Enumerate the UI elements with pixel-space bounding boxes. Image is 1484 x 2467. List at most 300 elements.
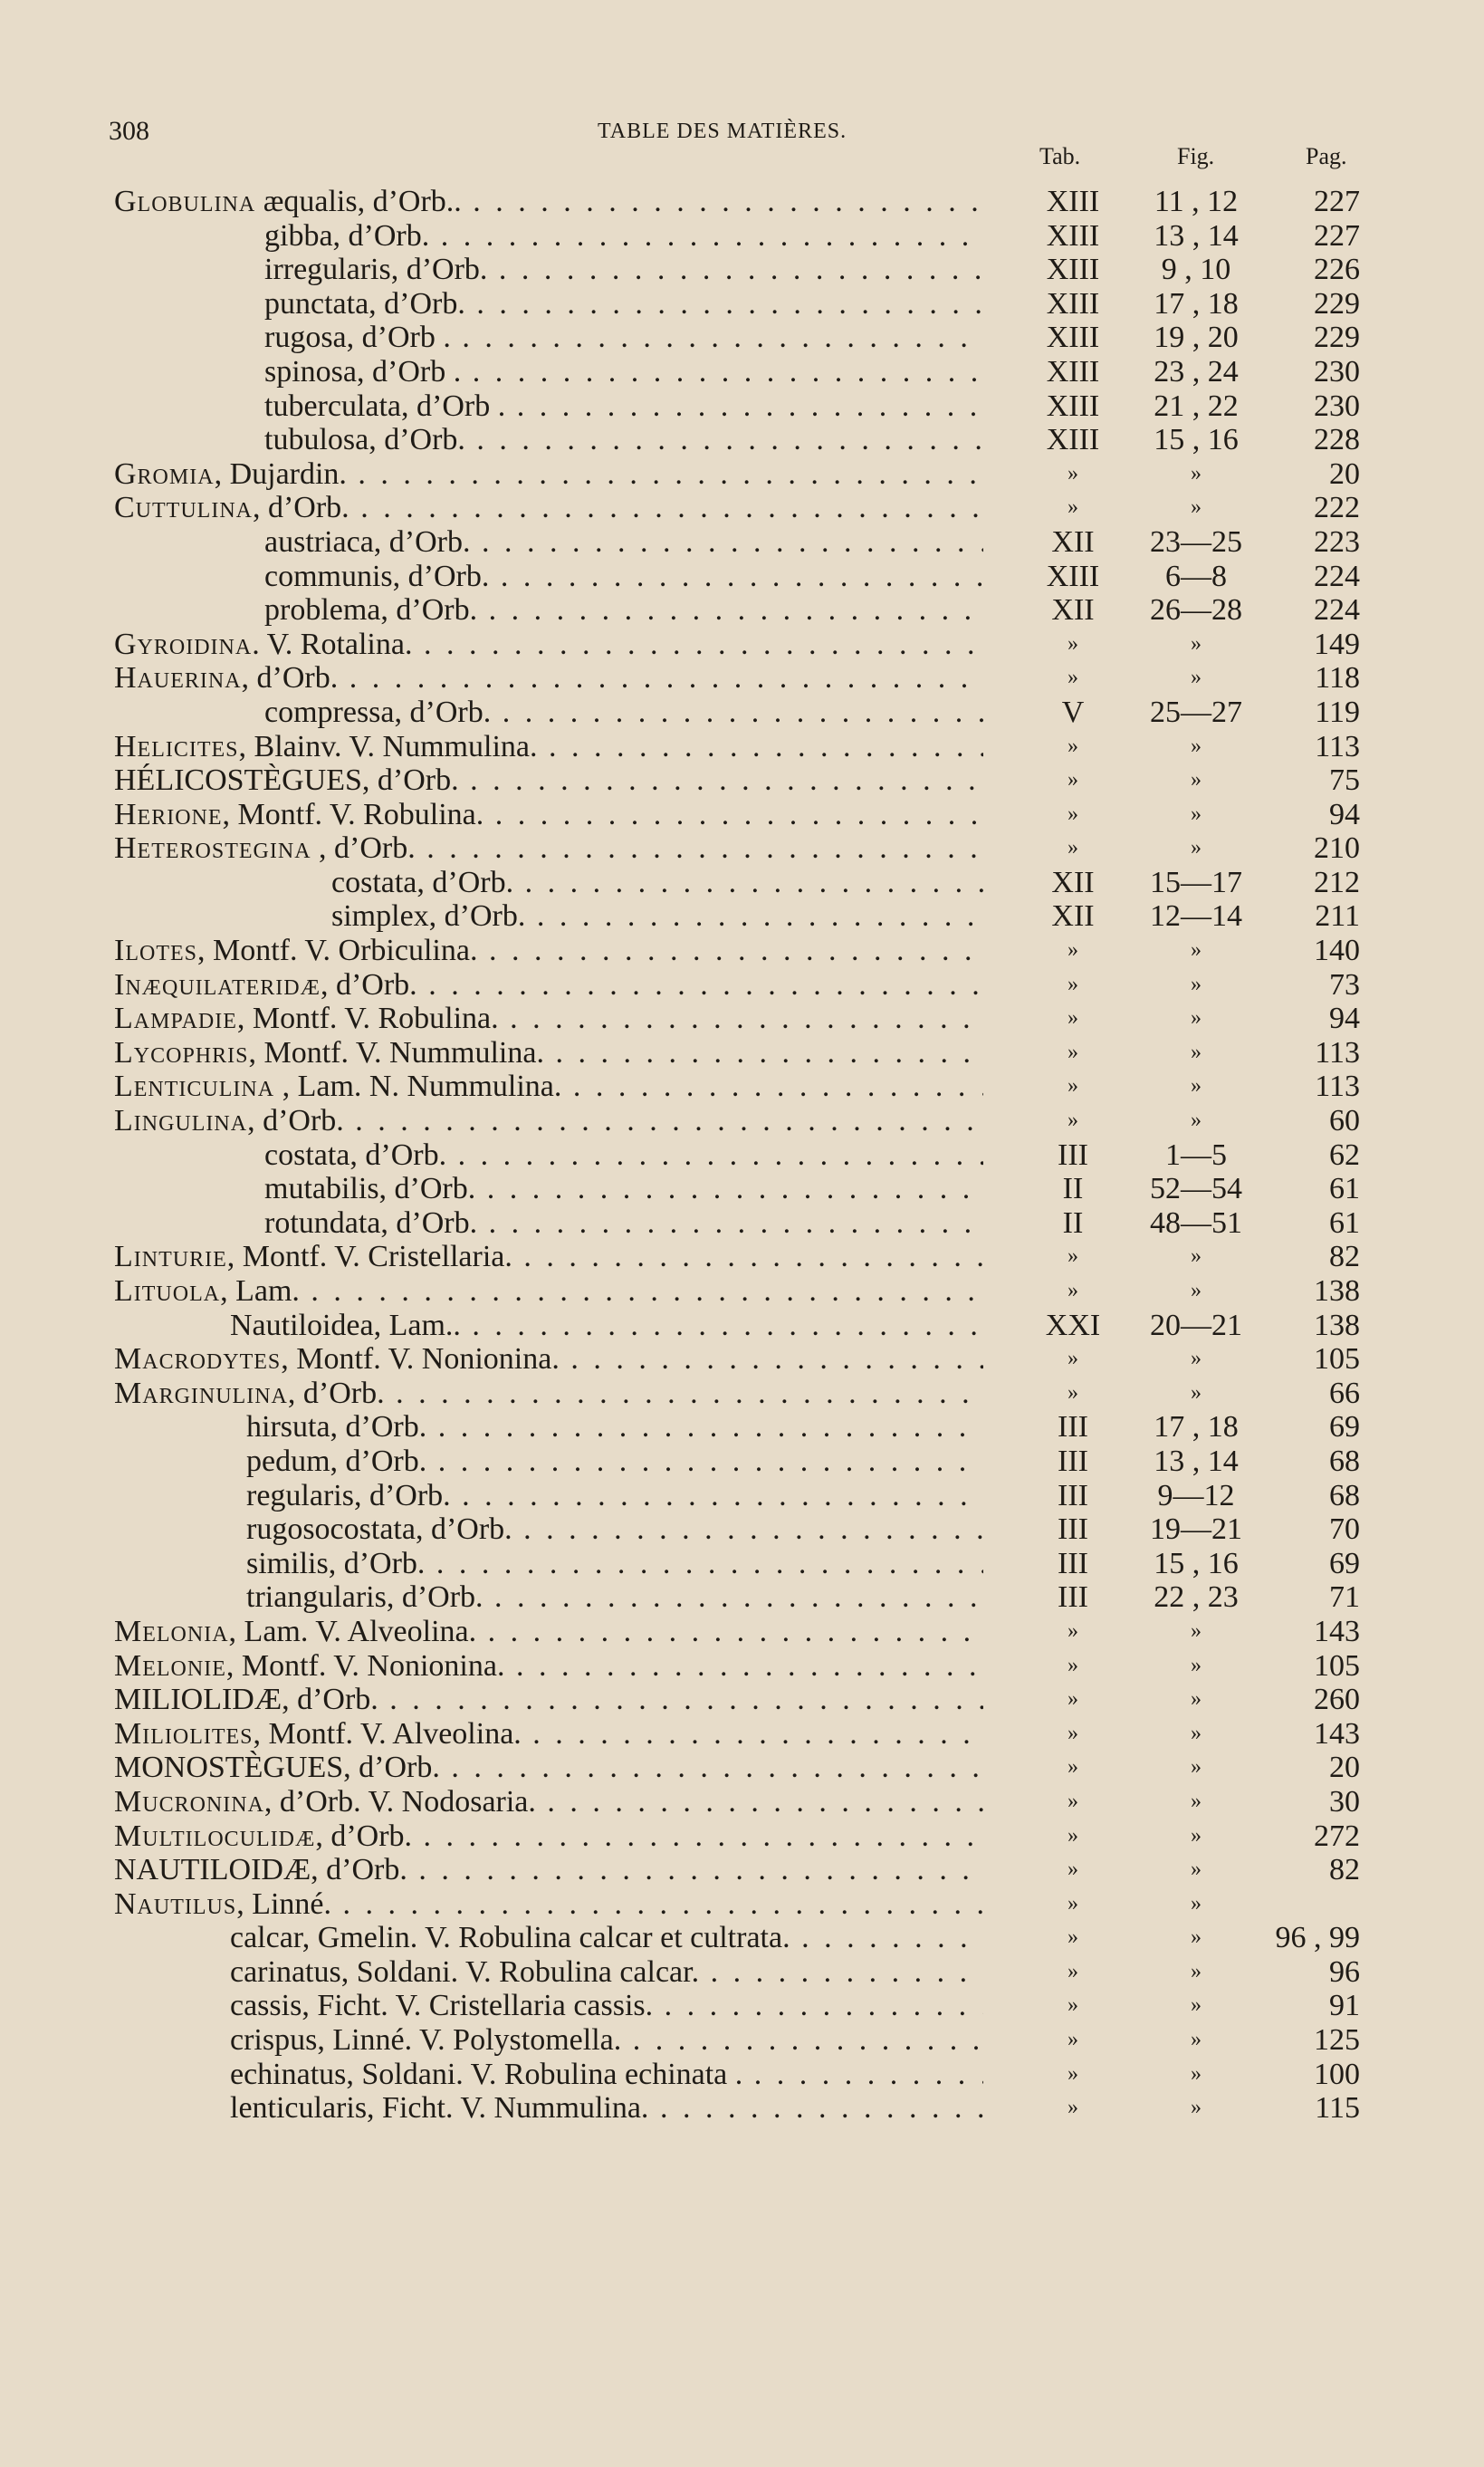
index-row <box>0 730 1484 764</box>
page-reference: 115 <box>1315 2091 1360 2126</box>
entry-label <box>114 1649 983 1684</box>
figure-numbers: 26—28 <box>1150 593 1242 628</box>
entry-label <box>114 1240 983 1274</box>
entry-label <box>246 1445 983 1479</box>
entry-label <box>264 593 983 628</box>
index-row <box>0 1683 1484 1717</box>
plate-number: » <box>1068 938 1078 963</box>
plate-number: III <box>1058 1546 1088 1580</box>
entry-text: costata, d’Orb. <box>264 1138 447 1172</box>
entry-text: austriaca, d’Orb. <box>264 524 471 559</box>
entry-label <box>114 1819 983 1854</box>
entry-label <box>114 763 983 798</box>
page-reference: 227 <box>1314 218 1360 253</box>
figure-numbers: 11 , 12 <box>1154 185 1239 218</box>
figure-numbers: 17 , 18 <box>1154 1410 1239 1445</box>
page-reference: 223 <box>1314 524 1360 559</box>
entry-text: æqualis, d’Orb.. <box>255 185 462 218</box>
page-reference: 149 <box>1314 627 1360 661</box>
plate-number: » <box>1068 1279 1078 1302</box>
entry-text: simplex, d’Orb. <box>331 899 526 934</box>
entry-text: punctata, d’Orb. <box>264 286 465 321</box>
entry-label <box>114 798 983 832</box>
plate-number: XIII <box>1046 286 1100 321</box>
page-reference: 94 <box>1329 797 1360 831</box>
plate-number: III <box>1058 1410 1088 1445</box>
entry-label <box>114 185 983 219</box>
page-reference: 94 <box>1329 1002 1360 1036</box>
entry-text: , d’Orb. <box>252 491 349 525</box>
index-row <box>0 1206 1484 1241</box>
index-row <box>0 593 1484 628</box>
page-reference: 91 <box>1329 1989 1360 2023</box>
page-reference: 211 <box>1315 899 1360 934</box>
entry-text: crispus, Linné. V. Polystomella. <box>230 2023 622 2058</box>
entry-text: lenticularis, Ficht. V. Nummulina. <box>230 2091 649 2126</box>
genus-name: Lampadie <box>114 1002 237 1036</box>
genus-name: Nautilus <box>114 1886 237 1921</box>
figure-numbers: » <box>1191 768 1202 792</box>
plate-number: » <box>1068 1380 1078 1405</box>
plate-number: » <box>1068 495 1078 520</box>
plate-number: » <box>1068 1687 1078 1712</box>
page-reference: 69 <box>1329 1546 1360 1580</box>
plate-number: » <box>1068 836 1078 860</box>
figure-numbers: 52—54 <box>1150 1172 1242 1206</box>
figure-numbers: » <box>1191 1789 1202 1813</box>
entry-label <box>230 1989 983 2023</box>
entry-label <box>114 968 983 1003</box>
index-row <box>0 560 1484 594</box>
genus-name: Lingulina <box>114 1104 248 1138</box>
entry-label <box>114 1853 983 1887</box>
entry-text: mutabilis, d’Orb. <box>264 1172 476 1206</box>
plate-number: » <box>1068 1755 1078 1780</box>
page-reference: 226 <box>1314 253 1360 287</box>
page-reference: 100 <box>1314 2057 1360 2091</box>
figure-numbers: » <box>1191 2061 1202 2086</box>
index-row <box>0 763 1484 798</box>
plate-number: » <box>1068 802 1078 826</box>
entry-label <box>114 457 983 492</box>
index-row <box>0 696 1484 730</box>
page-reference: 68 <box>1329 1478 1360 1512</box>
plate-number: » <box>1068 1823 1078 1848</box>
index-row <box>0 2023 1484 2058</box>
page-reference: 69 <box>1329 1410 1360 1445</box>
index-row <box>0 1785 1484 1819</box>
entry-label <box>264 1206 983 1241</box>
figure-numbers: 25—27 <box>1150 695 1242 729</box>
genus-name: Macrodytes <box>114 1342 282 1377</box>
figure-numbers: 6—8 <box>1165 559 1227 593</box>
entry-text: , Linné. <box>236 1886 332 1921</box>
figure-numbers: » <box>1191 1993 1202 2018</box>
page-reference: 73 <box>1329 967 1360 1002</box>
entry-label <box>264 1172 983 1206</box>
index-row <box>0 2091 1484 2126</box>
entry-text: , Montf. V. Nummulina. <box>248 1035 544 1070</box>
page-reference: 119 <box>1315 695 1360 729</box>
entry-label <box>264 253 983 287</box>
plate-number: » <box>1068 461 1078 485</box>
entry-label <box>264 560 983 594</box>
plate-number: » <box>1068 1618 1078 1643</box>
entry-label <box>230 1309 983 1343</box>
plate-number: XIII <box>1046 559 1100 593</box>
plate-number: » <box>1068 666 1078 690</box>
column-header-tab: Tab. <box>1039 143 1081 169</box>
entry-label <box>230 2058 983 2092</box>
plate-number: » <box>1068 1789 1078 1813</box>
figure-numbers: » <box>1191 666 1202 690</box>
entry-text: costata, d’Orb. <box>331 865 514 899</box>
figure-numbers: 23—25 <box>1150 524 1242 559</box>
figure-numbers: » <box>1191 631 1202 656</box>
entry-text: , d’Orb. <box>287 1376 385 1410</box>
plate-number: III <box>1058 1444 1088 1478</box>
index-row <box>0 934 1484 968</box>
entry-label <box>246 1580 983 1615</box>
page-reference: 212 <box>1314 865 1360 899</box>
page-reference: 96 <box>1329 1954 1360 1989</box>
index-row <box>0 355 1484 389</box>
entry-label <box>264 321 983 355</box>
entry-text: similis, d’Orb. <box>246 1546 426 1580</box>
entry-label <box>246 1512 983 1547</box>
entry-text: calcar, Gmelin. V. Robulina calcar et cultrata. <box>230 1921 790 1955</box>
entry-text: , d’Orb. <box>247 1104 344 1138</box>
index-row <box>0 866 1484 900</box>
genus-name: Melonia <box>114 1614 229 1648</box>
index-row <box>0 1580 1484 1615</box>
page-reference: 222 <box>1314 491 1360 525</box>
plate-number: » <box>1068 1959 1078 1983</box>
page-reference: 20 <box>1329 1751 1360 1785</box>
page-reference: 138 <box>1314 1274 1360 1308</box>
entry-text: problema, d’Orb. <box>264 593 478 628</box>
genus-name: Ilotes <box>114 934 197 968</box>
entry-text: cassis, Ficht. V. Cristellaria cassis. <box>230 1989 654 2023</box>
index-row <box>0 1104 1484 1138</box>
entry-text: , d’Orb. <box>320 967 417 1002</box>
entry-label <box>114 730 983 764</box>
running-title: TABLE DES MATIÈRES. <box>598 120 847 143</box>
entry-text: , d’Orb. <box>315 1819 413 1853</box>
index-row <box>0 1240 1484 1274</box>
entry-text: gibba, d’Orb. <box>264 218 430 253</box>
entry-label <box>114 1751 983 1785</box>
page-reference: 210 <box>1314 831 1360 866</box>
entry-label <box>246 1479 983 1513</box>
index-row <box>0 1479 1484 1513</box>
genus-name: Multiloculidæ <box>114 1819 316 1853</box>
index-row <box>0 1649 1484 1684</box>
entry-label <box>114 1887 983 1922</box>
index-row <box>0 628 1484 662</box>
plate-number: XIII <box>1046 185 1100 218</box>
page-reference: 224 <box>1314 559 1360 593</box>
index-row <box>0 1342 1484 1377</box>
plate-number: » <box>1068 1993 1078 2018</box>
page-reference: 20 <box>1329 456 1360 491</box>
entry-label <box>114 1104 983 1138</box>
figure-numbers: 9 , 10 <box>1161 253 1231 287</box>
index-row <box>0 423 1484 457</box>
figure-numbers: » <box>1191 1074 1202 1099</box>
index-row <box>0 1377 1484 1411</box>
plate-number: III <box>1058 1138 1088 1172</box>
page-reference: 113 <box>1315 1035 1360 1070</box>
index-row <box>0 389 1484 424</box>
entry-text: MONOSTÈGUES, d’Orb. <box>114 1751 440 1785</box>
figure-numbers: » <box>1191 1380 1202 1405</box>
entry-text: , Montf. V. Orbiculina. <box>196 934 478 968</box>
page-reference: 96 , 99 <box>1275 1921 1360 1955</box>
page-reference: 227 <box>1314 185 1360 218</box>
index-row <box>0 1309 1484 1343</box>
figure-numbers: » <box>1191 2096 1202 2120</box>
column-header-fig: Fig. <box>1177 143 1215 169</box>
page-reference: 75 <box>1329 763 1360 798</box>
entry-text: , Montf. V. Cristellaria. <box>226 1240 512 1274</box>
index-row <box>0 1615 1484 1649</box>
plate-number: » <box>1068 972 1078 996</box>
page-reference: 138 <box>1314 1308 1360 1342</box>
entry-text: spinosa, d’Orb . <box>264 354 462 389</box>
page-reference: 30 <box>1329 1784 1360 1819</box>
plate-number: XIII <box>1046 321 1100 355</box>
index-row <box>0 1853 1484 1887</box>
plate-number: » <box>1068 1891 1078 1915</box>
figure-numbers: » <box>1191 1823 1202 1848</box>
entry-label <box>114 1377 983 1411</box>
index-row <box>0 1921 1484 1955</box>
page-reference: 60 <box>1329 1104 1360 1138</box>
entry-label <box>264 389 983 424</box>
entry-text: pedum, d’Orb. <box>246 1444 427 1478</box>
figure-numbers: » <box>1191 1721 1202 1745</box>
plate-number: » <box>1068 1925 1078 1950</box>
plate-number: » <box>1068 631 1078 656</box>
entry-label <box>264 219 983 254</box>
entry-label <box>114 1785 983 1819</box>
entry-label <box>114 628 983 662</box>
index-row <box>0 1887 1484 1922</box>
entry-text: compressa, d’Orb. <box>264 695 492 729</box>
page-reference: 113 <box>1315 1070 1360 1104</box>
entry-label <box>114 831 983 866</box>
entry-text: Nautiloidea, Lam.. <box>230 1308 461 1342</box>
plate-number: » <box>1068 768 1078 792</box>
page-reference: 70 <box>1329 1512 1360 1547</box>
page-reference: 61 <box>1329 1205 1360 1240</box>
entry-text: , Montf. V. Robulina. <box>236 1002 499 1036</box>
entry-label <box>114 661 983 696</box>
index-row <box>0 185 1484 219</box>
plate-number: » <box>1068 2061 1078 2086</box>
index-row <box>0 2058 1484 2092</box>
entry-text: MILIOLIDÆ, d’Orb. <box>114 1683 378 1717</box>
entry-label <box>230 2091 983 2126</box>
entry-text: communis, d’Orb. <box>264 559 490 593</box>
plate-number: II <box>1062 1172 1084 1206</box>
figure-numbers: 1—5 <box>1165 1138 1227 1172</box>
entry-label <box>264 355 983 389</box>
index-row <box>0 899 1484 934</box>
index-row <box>0 1989 1484 2023</box>
index-row <box>0 1751 1484 1785</box>
genus-name: Globulina <box>114 185 256 218</box>
page-reference: 82 <box>1329 1240 1360 1274</box>
column-headers <box>0 143 1484 176</box>
figure-numbers: » <box>1191 1925 1202 1950</box>
genus-name: Miliolites <box>114 1716 254 1751</box>
figure-numbers: 21 , 22 <box>1154 389 1239 423</box>
figure-numbers: » <box>1191 1347 1202 1371</box>
plate-number: XIII <box>1046 253 1100 287</box>
entry-text: , Lam. N. Nummulina. <box>274 1070 562 1104</box>
page-reference: 272 <box>1314 1819 1360 1853</box>
entry-text: irregularis, d’Orb. <box>264 253 488 287</box>
genus-name: Linturie <box>114 1240 227 1274</box>
entry-label <box>264 1138 983 1173</box>
entry-text: , d’Orb. V. Nodosaria. <box>263 1784 536 1819</box>
entry-label <box>114 1717 983 1752</box>
plate-number: » <box>1068 1040 1078 1064</box>
entry-text: , Montf. V. Nonionina. <box>225 1648 505 1683</box>
entry-label <box>114 491 983 525</box>
figure-numbers: » <box>1191 1959 1202 1983</box>
entry-label <box>114 1342 983 1377</box>
entry-label <box>114 1274 983 1309</box>
figure-numbers: 13 , 14 <box>1154 218 1239 253</box>
index-row <box>0 321 1484 355</box>
figure-numbers: 15 , 16 <box>1154 1546 1239 1580</box>
entry-label <box>230 1955 983 1990</box>
plate-number: » <box>1068 1721 1078 1745</box>
genus-name: Melonie <box>114 1648 226 1683</box>
figure-numbers: » <box>1191 1279 1202 1302</box>
entry-label <box>264 696 983 730</box>
index-row <box>0 1445 1484 1479</box>
entry-label <box>114 934 983 968</box>
plate-number: III <box>1058 1580 1088 1615</box>
entry-text: , d’Orb. <box>241 661 339 696</box>
plate-number: XII <box>1051 899 1095 934</box>
plate-number: » <box>1068 1653 1078 1677</box>
figure-numbers: 17 , 18 <box>1154 286 1239 321</box>
entry-text: rugosocostata, d’Orb. <box>246 1512 512 1547</box>
index-row <box>0 1036 1484 1070</box>
figure-numbers: » <box>1191 972 1202 996</box>
entry-label <box>264 423 983 457</box>
entry-text: tubulosa, d’Orb. <box>264 423 465 457</box>
page-reference: 143 <box>1314 1614 1360 1648</box>
plate-number: XIII <box>1046 354 1100 389</box>
genus-name: Mucronina <box>114 1784 264 1819</box>
index-row <box>0 219 1484 254</box>
page-reference: 140 <box>1314 934 1360 968</box>
page-reference: 143 <box>1314 1716 1360 1751</box>
plate-number: II <box>1062 1205 1084 1240</box>
genus-name: Gromia <box>114 456 215 491</box>
entry-label <box>114 1615 983 1649</box>
page-reference: 68 <box>1329 1444 1360 1478</box>
plate-number: XXI <box>1045 1308 1101 1342</box>
plate-number: » <box>1068 1074 1078 1099</box>
figure-numbers: 19—21 <box>1150 1512 1242 1547</box>
figure-numbers: » <box>1191 2028 1202 2052</box>
plate-number: III <box>1058 1478 1088 1512</box>
figure-numbers: » <box>1191 836 1202 860</box>
index-row <box>0 1819 1484 1854</box>
entry-text: NAUTILOIDÆ, d’Orb. <box>114 1853 407 1887</box>
entry-text: rugosa, d’Orb . <box>264 321 451 355</box>
genus-name: Helicites <box>114 729 239 763</box>
index-row <box>0 798 1484 832</box>
entry-label <box>114 1002 983 1036</box>
index-row <box>0 1955 1484 1990</box>
page-reference: 260 <box>1314 1683 1360 1717</box>
plate-number: III <box>1058 1512 1088 1547</box>
entry-label <box>331 899 983 934</box>
index-row <box>0 1138 1484 1173</box>
page-reference: 228 <box>1314 423 1360 457</box>
plate-number: » <box>1068 1857 1078 1882</box>
figure-numbers: 9—12 <box>1157 1478 1235 1512</box>
entry-label <box>264 287 983 322</box>
genus-name: Lenticulina <box>114 1070 275 1104</box>
index-entries <box>0 185 1484 2126</box>
entry-text: HÉLICOSTÈGUES, d’Orb. <box>114 763 459 798</box>
entry-text: . V. Rotalina. <box>252 627 413 661</box>
page-reference: 230 <box>1314 389 1360 423</box>
index-row <box>0 661 1484 696</box>
entry-text: tuberculata, d’Orb . <box>264 389 506 423</box>
entry-text: carinatus, Soldani. V. Robulina calcar. <box>230 1954 700 1989</box>
figure-numbers: » <box>1191 461 1202 485</box>
entry-text: , Montf. V. Nonionina. <box>281 1342 560 1377</box>
page-reference: 229 <box>1314 286 1360 321</box>
figure-numbers: 23 , 24 <box>1154 354 1239 389</box>
index-row <box>0 1070 1484 1104</box>
index-row <box>0 491 1484 525</box>
plate-number: XII <box>1051 593 1095 628</box>
figure-numbers: 13 , 14 <box>1154 1444 1239 1478</box>
plate-number: V <box>1061 695 1085 729</box>
genus-name: Inæquilateridæ <box>114 967 321 1002</box>
plate-number: » <box>1068 1109 1078 1133</box>
entry-text: , d’Orb. <box>311 831 416 866</box>
entry-text: , Lam. V. Alveolina. <box>228 1614 477 1648</box>
figure-numbers: » <box>1191 1891 1202 1915</box>
figure-numbers: » <box>1191 1857 1202 1882</box>
figure-numbers: » <box>1191 734 1202 758</box>
page-number: 308 <box>109 116 149 146</box>
plate-number: XII <box>1051 865 1095 899</box>
entry-text: regularis, d’Orb. <box>246 1478 451 1512</box>
figure-numbers: » <box>1191 1618 1202 1643</box>
figure-numbers: 48—51 <box>1150 1205 1242 1240</box>
genus-name: Herione <box>114 797 223 831</box>
page-reference: 118 <box>1315 661 1360 696</box>
genus-name: Lituola <box>114 1274 221 1308</box>
figure-numbers: 22 , 23 <box>1154 1580 1239 1615</box>
entry-label <box>246 1410 983 1445</box>
index-row <box>0 287 1484 322</box>
plate-number: XII <box>1051 524 1095 559</box>
